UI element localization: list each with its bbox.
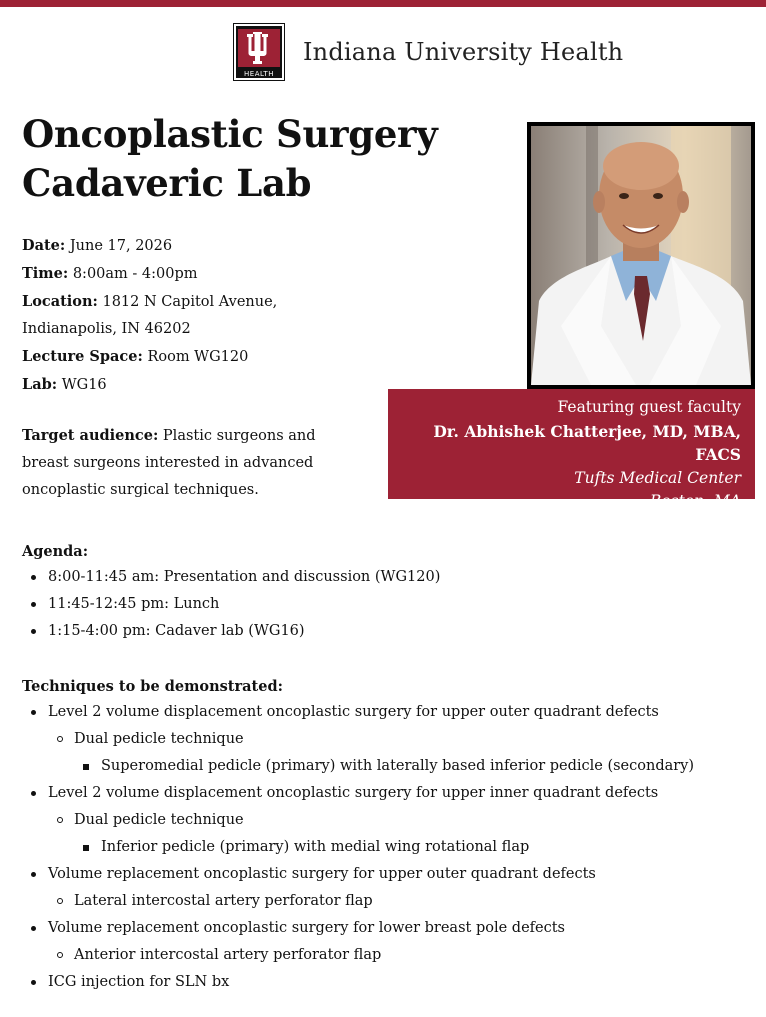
iu-health-logo [234,24,623,80]
faculty-institution: Tufts Medical Center [574,468,741,487]
org-name: Indiana University Health [303,38,624,66]
page-title [22,110,437,208]
time-value: 8:00am - 4:00pm [72,266,198,282]
audience-label: Target audience: [22,427,159,444]
faculty-name: Dr. Abhishek Chatterjee, MD, MBA, FACS [433,421,741,464]
technique-subitem: Dual pedicle technique [22,726,694,753]
technique-item: Volume replacement oncoplastic surgery for lower breast pole defects [22,915,694,942]
technique-subsubitem: Inferior pedicle (primary) with medial wing rotational flap [22,834,694,861]
target-audience [22,422,362,504]
date-label: Date: [22,237,66,254]
technique-subitem: Anterior intercostal artery perforator flap [22,942,694,969]
lecture-label: Lecture Space: [22,348,143,365]
featured-faculty-banner [388,389,755,510]
agenda-item: 1:15-4:00 pm: Cadaver lab (WG16) [22,618,440,645]
agenda-item: 11:45-12:45 pm: Lunch [22,591,440,618]
time-label: Time: [22,265,69,282]
technique-item: Level 2 volume displacement oncoplastic surgery for upper inner quadrant defects [22,780,694,807]
featured-intro: Featuring guest faculty [557,398,741,416]
location-label: Location: [22,293,98,310]
lecture-value: Room WG120 [147,349,249,365]
time-row [22,260,277,288]
faculty-city: Boston, MA [649,492,741,510]
title-line-1: Oncoplastic Surgery [22,112,438,156]
date-row [22,232,277,260]
location-row [22,288,277,316]
technique-item: ICG injection for SLN bx [22,969,694,996]
agenda-list [22,564,440,645]
techniques-list [22,699,694,996]
technique-item: Level 2 volume displacement oncoplastic surgery for upper outer quadrant defects [22,699,694,726]
agenda-heading: Agenda: [22,543,89,560]
agenda-item: 8:00-11:45 am: Presentation and discussion (WG120) [22,564,440,591]
event-details [22,232,277,399]
location-row-2 [22,316,277,343]
audience-text: Plastic surgeons and breast surgeons interested in advanced oncoplastic surgical techniques. [22,428,316,498]
lab-value: WG16 [61,377,107,393]
lab-row [22,371,277,399]
top-accent-bar [0,0,766,7]
logo-health-text: HEALTH [244,70,274,78]
technique-subsubitem: Superomedial pedicle (primary) with laterally based inferior pedicle (secondary) [22,753,694,780]
technique-item: Volume replacement oncoplastic surgery for upper outer quadrant defects [22,861,694,888]
technique-subitem: Lateral intercostal artery perforator flap [22,888,694,915]
location-value-line-1: 1812 N Capitol Avenue, [102,294,278,310]
technique-subitem: Dual pedicle technique [22,807,694,834]
trident-icon [238,29,280,67]
lab-label: Lab: [22,376,58,393]
location-value-line-2: Indianapolis, IN 46202 [22,321,191,337]
title-line-2: Cadaveric Lab [22,161,312,205]
date-value: June 17, 2026 [69,238,173,254]
guest-faculty-photo [527,122,755,389]
lecture-row [22,343,277,371]
techniques-heading: Techniques to be demonstrated: [22,678,283,695]
iu-trident-logo-mark [234,24,284,80]
